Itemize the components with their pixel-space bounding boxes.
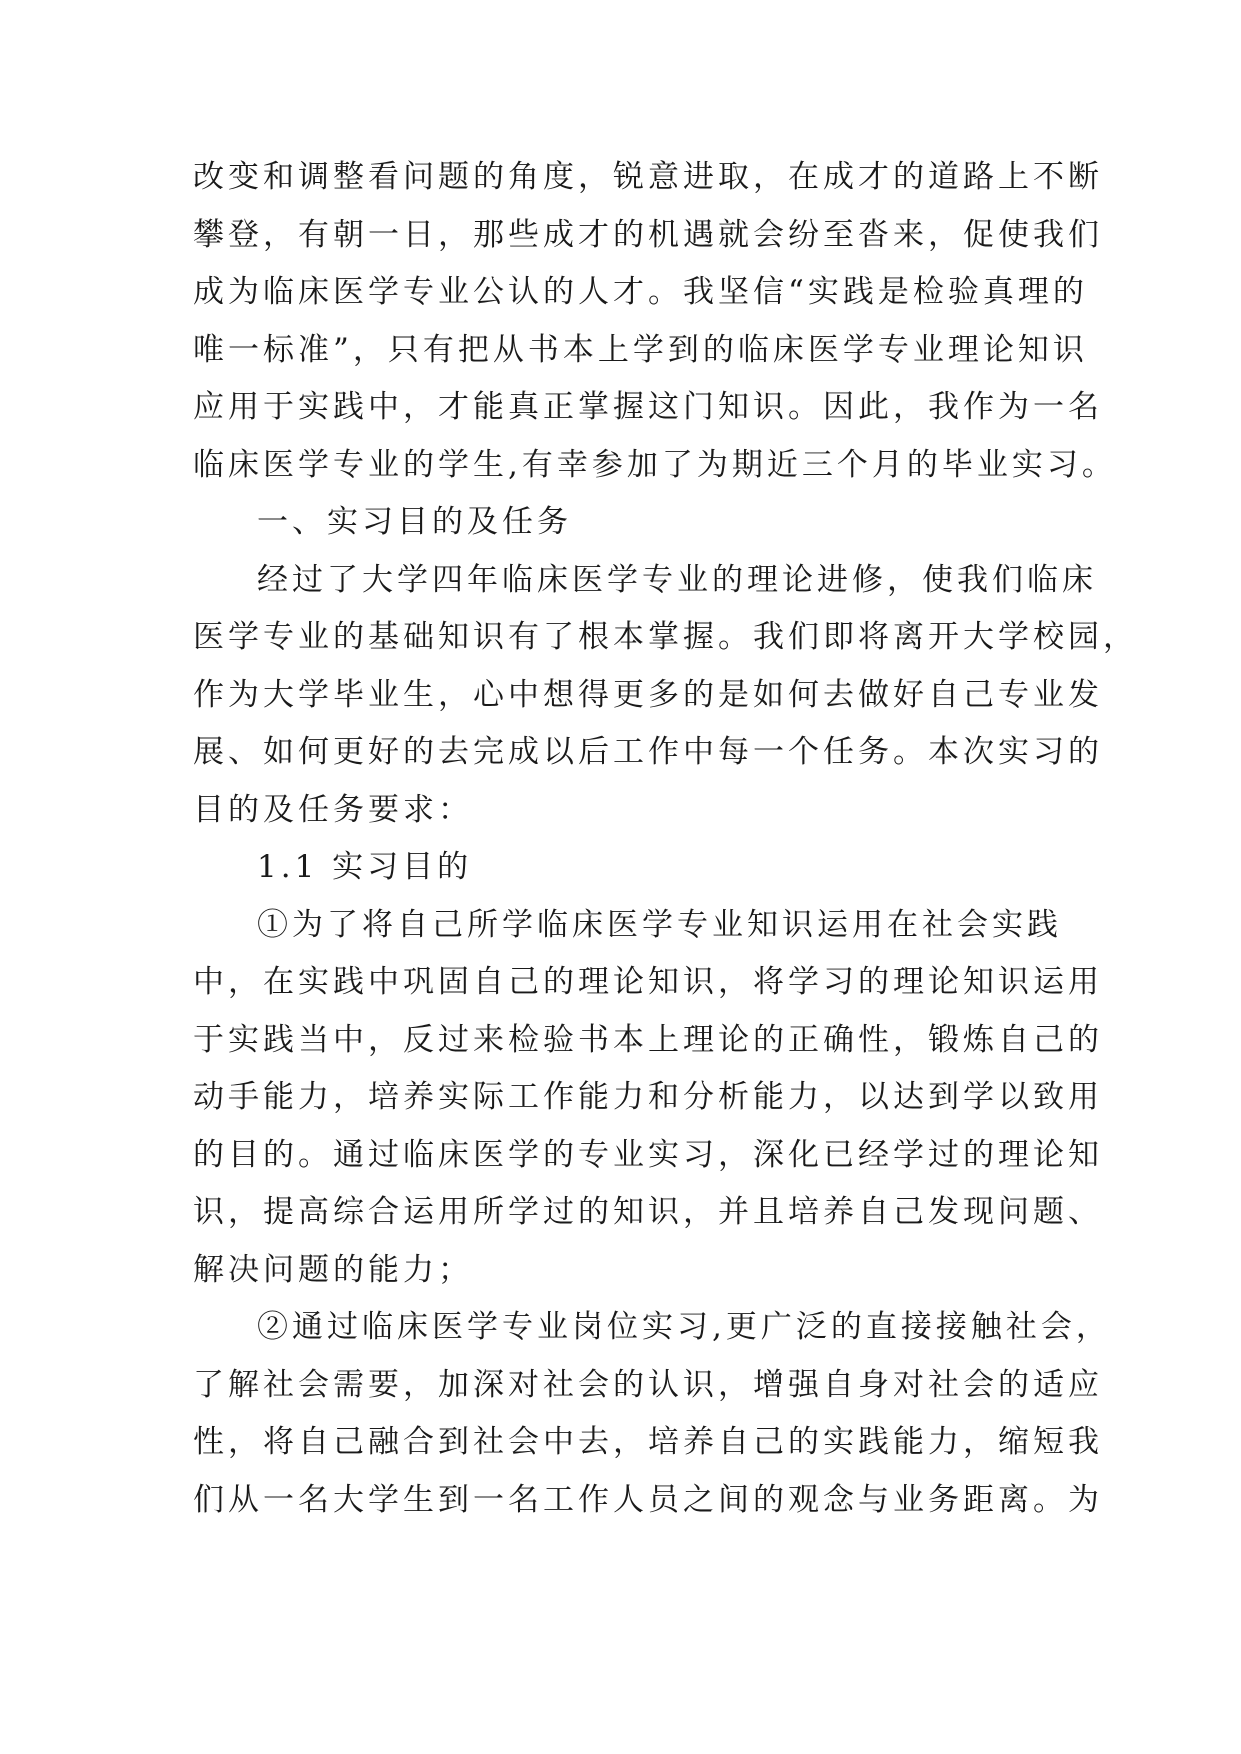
text-line: 中，在实践中巩固自己的理论知识，将学习的理论知识运用 (193, 964, 1103, 1000)
text-line: 于实践当中，反过来检验书本上理论的正确性，锻炼自己的 (193, 1021, 1103, 1058)
text-line: 经过了大学四年临床医学专业的理论进修，使我们临床 (257, 561, 1097, 598)
text-line: 攀登，有朝一日，那些成才的机遇就会纷至沓来，促使我们 (193, 216, 1103, 253)
text-line: 的目的。通过临床医学的专业实习，深化已经学过的理论知 (193, 1136, 1103, 1173)
text-line: ②通过临床医学专业岗位实习,更广泛的直接接触社会， (257, 1309, 1111, 1345)
text-line: 改变和调整看问题的角度，锐意进取，在成才的道路上不断 (193, 159, 1103, 195)
text-line: 唯一标准”，只有把从书本上学到的临床医学专业理论知识 (193, 331, 1088, 368)
text-line: ①为了将自己所学临床医学专业知识运用在社会实践 (257, 906, 1062, 943)
text-line: 临床医学专业的学生,有幸参加了为期近三个月的毕业实习。 (193, 446, 1117, 483)
text-line: 了解社会需要，加深对社会的认识，增强自身对社会的适应 (193, 1366, 1103, 1403)
section-heading: 一、实习目的及任务 (257, 504, 572, 540)
text-line: 动手能力，培养实际工作能力和分析能力，以达到学以致用 (193, 1079, 1103, 1115)
text-line: 医学专业的基础知识有了根本掌握。我们即将离开大学校园， (193, 619, 1138, 655)
text-line: 应用于实践中，才能真正掌握这门知识。因此，我作为一名 (193, 389, 1103, 425)
body-text (193, 149, 1138, 1529)
text-line: 展、如何更好的去完成以后工作中每一个任务。本次实习的 (193, 734, 1103, 770)
subsection-heading: 1.1 实习目的 (257, 849, 473, 885)
text-line: 解决问题的能力； (193, 1251, 473, 1288)
text-line: 目的及任务要求： (193, 791, 473, 828)
text-line: 性，将自己融合到社会中去，培养自己的实践能力，缩短我 (193, 1424, 1103, 1460)
text-line: 识，提高综合运用所学过的知识，并且培养自己发现问题、 (193, 1194, 1103, 1230)
text-line: 们从一名大学生到一名工作人员之间的观念与业务距离。为 (193, 1481, 1103, 1518)
text-line: 成为临床医学专业公认的人才。我坚信“实践是检验真理的 (193, 274, 1088, 310)
text-line: 作为大学毕业生，心中想得更多的是如何去做好自己专业发 (193, 676, 1103, 713)
